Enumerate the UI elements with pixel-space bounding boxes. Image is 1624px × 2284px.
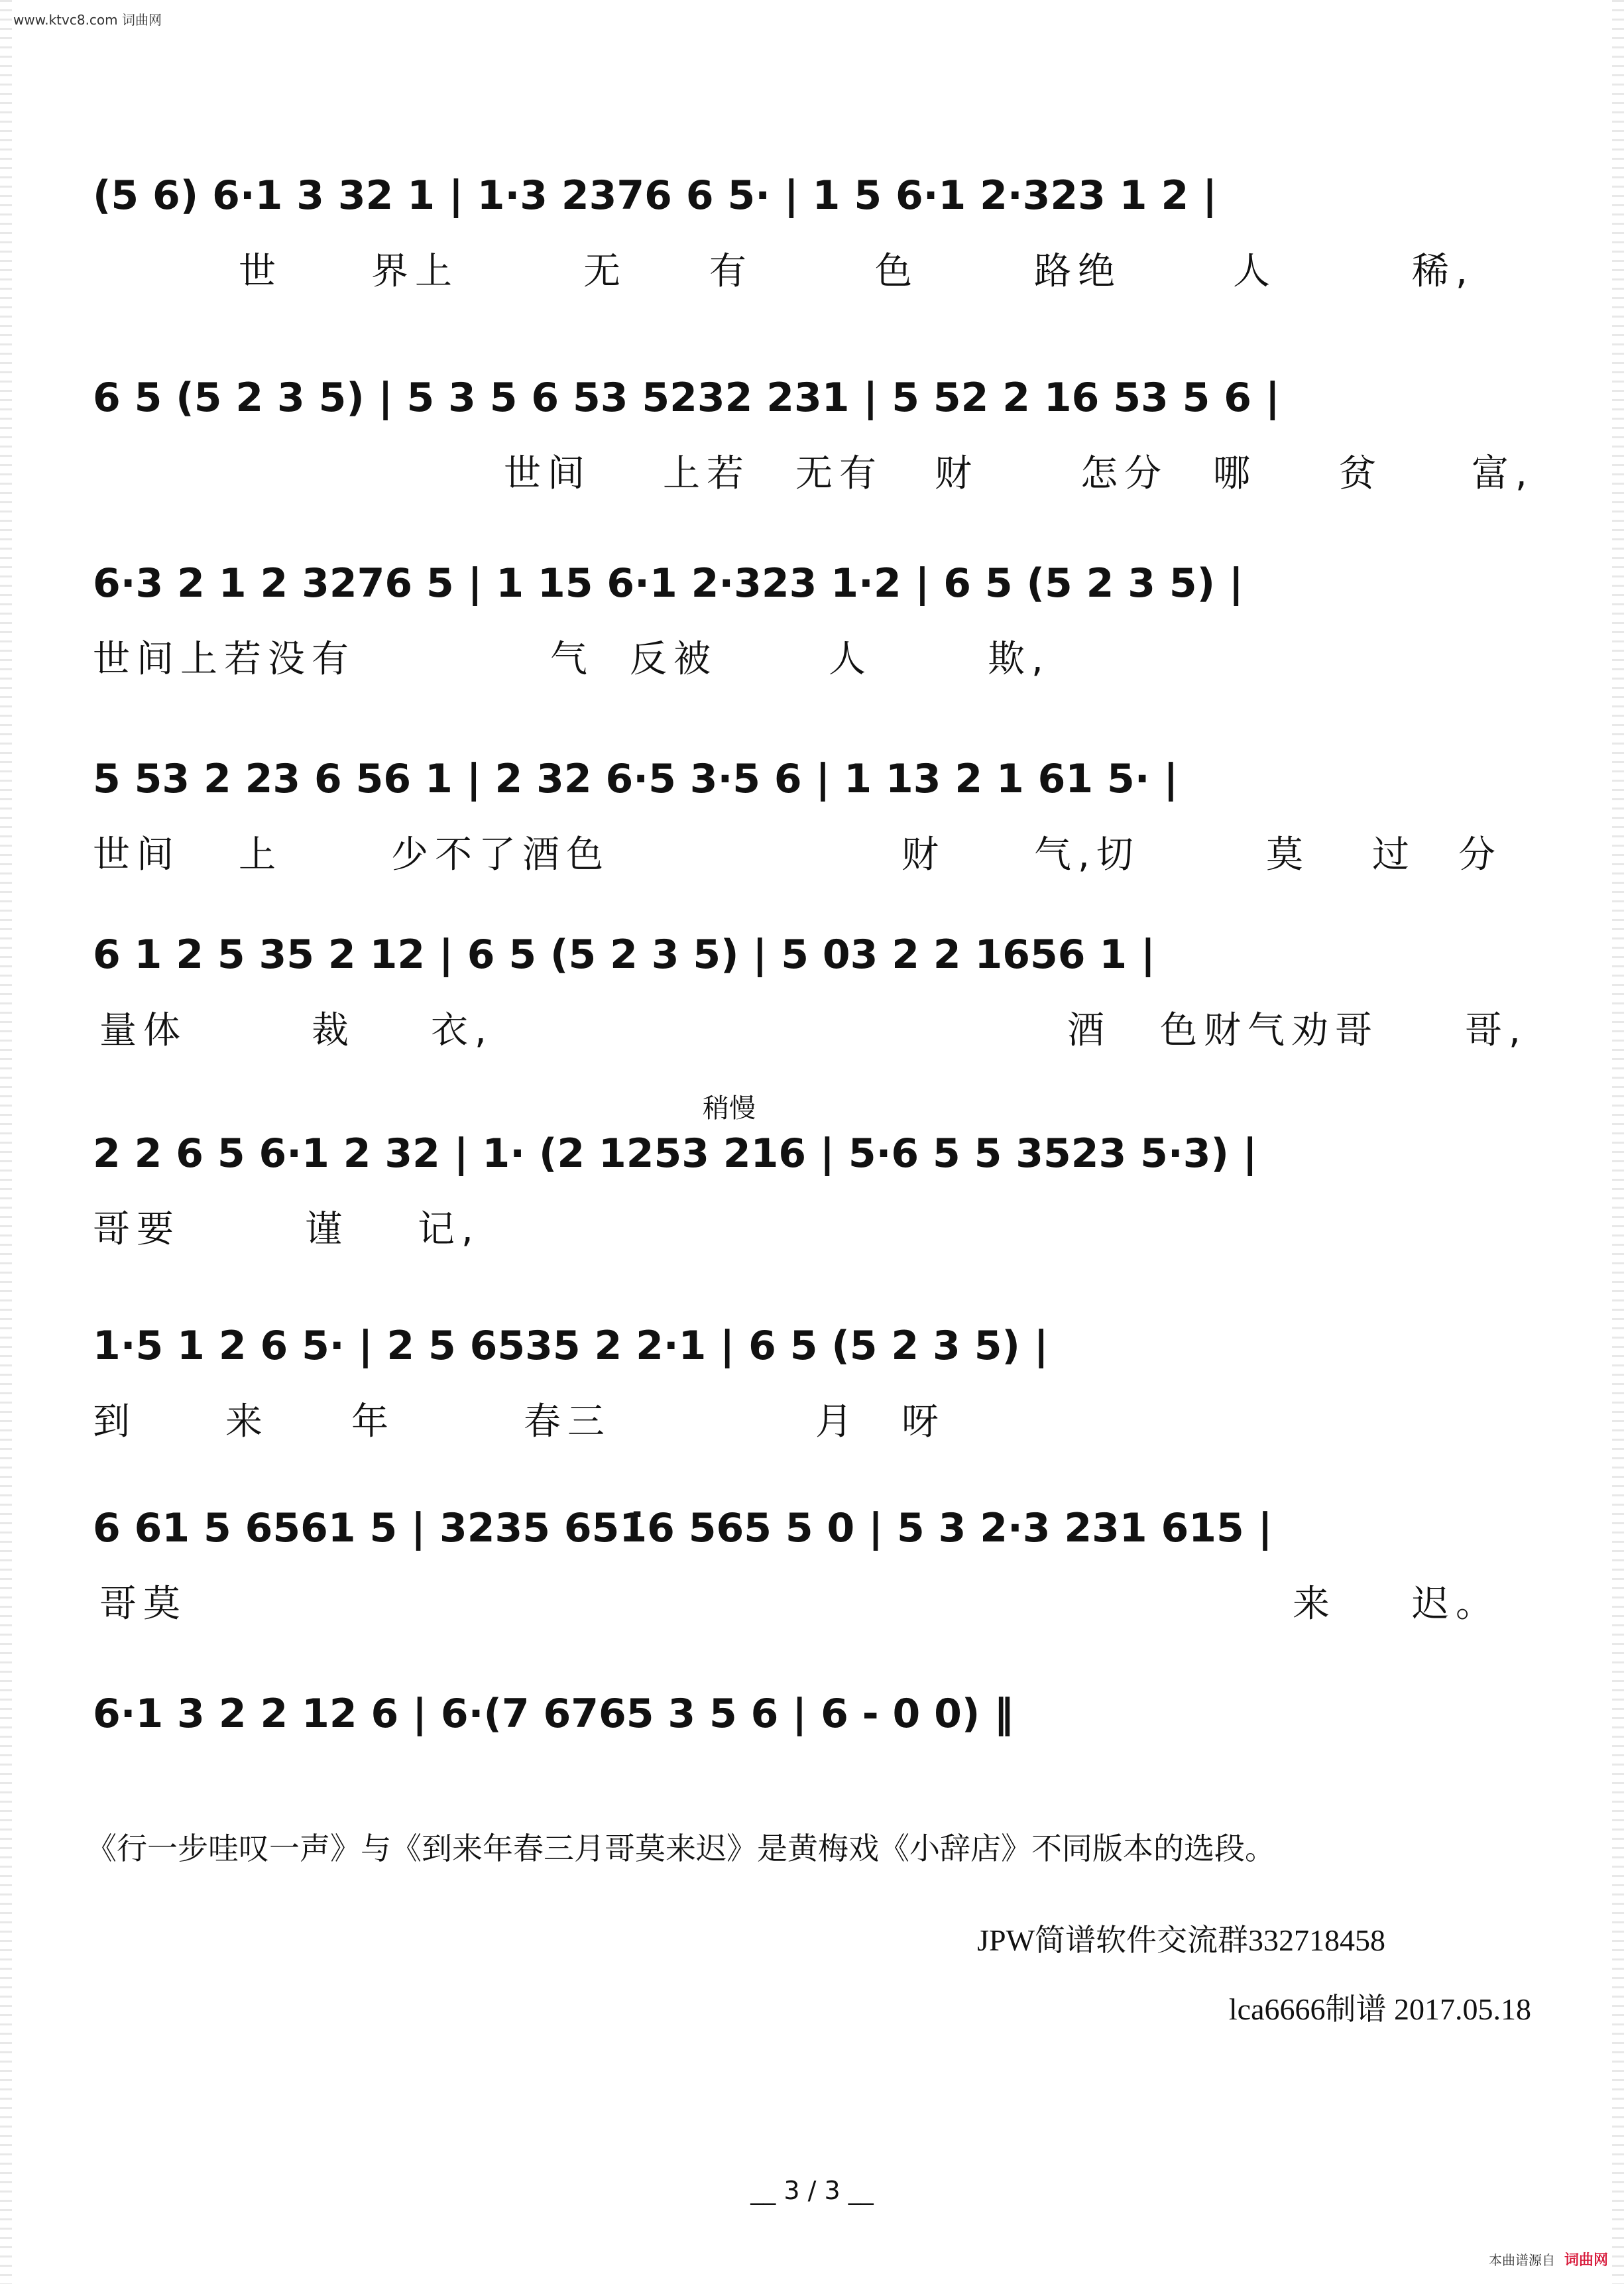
score-system-7 (93, 1319, 1544, 1443)
lyric: 气 (550, 638, 594, 681)
lyric: 世间 (504, 452, 591, 495)
footer-note: 《行一步哇叹一声》与《到来年春三月哥莫来迟》是黄梅戏《小辞店》不同版本的选段。 (86, 1832, 1275, 1866)
lyric: 富, (1472, 452, 1534, 495)
maker-credit: lca6666制谱 2017.05.18 (1228, 1992, 1531, 2026)
lyric: 怎分 (1080, 452, 1168, 495)
site-logo: 词曲网 (1564, 2252, 1608, 2269)
lyrics-line (93, 1001, 1544, 1052)
notation-line: 5 53 2 23 6 56 1 | 2 32 6·5 3·5 6 | 1 13 2 1 61 5· | (93, 756, 1179, 802)
lyric: 世间 (93, 833, 180, 876)
lyric: 哥莫 (99, 1583, 187, 1626)
lyric: 哪 (1213, 452, 1257, 495)
lyric: 界上 (371, 250, 459, 293)
lyric: 来 (1293, 1583, 1336, 1626)
score-system-5 (93, 928, 1544, 1052)
score-system-3 (93, 557, 1544, 681)
lyric: 衣, (431, 1009, 493, 1052)
score-system-6 (93, 1093, 1544, 1251)
lyric: 酒 (1067, 1009, 1111, 1052)
right-border-decoration (1612, 0, 1624, 2284)
lyric: 哥要 (93, 1208, 180, 1251)
score-system-8 (93, 1502, 1544, 1626)
lyrics-line (93, 1575, 1544, 1626)
lyric: 有 (709, 250, 753, 293)
lyrics-line (93, 242, 1544, 293)
score-system-1 (93, 169, 1544, 293)
tempo-marking: 稍慢 (703, 1093, 756, 1124)
lyric: 量体 (99, 1009, 187, 1052)
score-system-2 (93, 371, 1544, 495)
lyrics-line (93, 1392, 1544, 1443)
lyric: 记, (418, 1208, 480, 1251)
lyric: 财 (901, 833, 945, 876)
notation-line: 6·3 2 1 2 3276 5 | 1 15 6·1 2·323 1·2 | 6 5 (5 2 3 5) | (93, 560, 1244, 607)
lyric: 月 (815, 1400, 859, 1443)
source-label: 本曲谱源自 (1488, 2252, 1555, 2268)
page-number: __ 3 / 3 __ (750, 2176, 874, 2205)
lyrics-line (93, 444, 1544, 495)
notation-line: 1·5 1 2 6 5· | 2 5 6535 2 2·1 | 6 5 (5 2 3 5) | (93, 1323, 1049, 1369)
lyric: 反被 (630, 638, 717, 681)
lyric: 气,切 (1034, 833, 1140, 876)
lyric: 上 (239, 833, 282, 876)
notation-line: 2 2 6 5 6·1 2 32 | 1· (2 1253 216 | 5·6 5 5 3523 5·3) | (93, 1130, 1257, 1177)
source-watermark (1489, 2249, 1608, 2269)
lyric: 财 (935, 452, 978, 495)
lyric: 上若 (663, 452, 750, 495)
lyric: 世 (239, 250, 282, 293)
lyric: 人 (829, 638, 872, 681)
notation-line: 6·1 3 2 2 12 6 | 6·(7 6765 3 5 6 | 6 - 0 0) ‖ (93, 1691, 1014, 1737)
lyric: 过 (1372, 833, 1416, 876)
lyric: 色财气劝哥 (1160, 1009, 1379, 1052)
lyric: 年 (351, 1400, 395, 1443)
site-watermark: www.ktvc8.com 词曲网 (13, 12, 162, 28)
lyric: 来 (225, 1400, 269, 1443)
notation-line: 6 5 (5 2 3 5) | 5 3 5 6 53 5232 231 | 5 52 2 16 53 5 6 | (93, 375, 1280, 421)
lyrics-line (93, 630, 1544, 681)
lyric: 无 (583, 250, 627, 293)
lyric: 裁 (312, 1009, 355, 1052)
notation-line: (5 6) 6·1 3 32 1 | 1·3 2376 6 5· | 1 5 6·1 2·323 1 2 | (93, 172, 1217, 219)
lyric: 呀 (901, 1400, 945, 1443)
lyric: 分 (1458, 833, 1502, 876)
lyric: 无有 (795, 452, 883, 495)
score-system-9 (93, 1687, 1544, 1740)
lyric: 路绝 (1034, 250, 1122, 293)
lyrics-line (93, 825, 1544, 876)
lyric: 稀, (1412, 250, 1474, 293)
lyric: 谨 (305, 1208, 349, 1251)
lyric: 世间上若没有 (93, 638, 355, 681)
group-credit: JPW简谱软件交流群332718458 (977, 1923, 1385, 1957)
notation-line: 6 1 2 5 35 2 12 | 6 5 (5 2 3 5) | 5 03 2 2 1656 1 | (93, 932, 1155, 978)
lyric: 欺, (988, 638, 1050, 681)
lyric: 贫 (1339, 452, 1383, 495)
lyric: 迟。 (1412, 1583, 1499, 1626)
notation-line: 6 61 5 6561 5 | 3235 651̇6 565 5 0 | 5 3 2·3 231 615 | (93, 1505, 1273, 1551)
lyric: 色 (875, 250, 919, 293)
lyric: 人 (1233, 250, 1277, 293)
lyric: 莫 (1266, 833, 1310, 876)
lyrics-line (93, 1200, 1544, 1251)
lyric: 春三 (524, 1400, 611, 1443)
lyric: 少不了酒色 (391, 833, 610, 876)
left-border-decoration (0, 0, 12, 2284)
lyric: 哥, (1465, 1009, 1527, 1052)
lyric: 到 (93, 1400, 137, 1443)
score-system-4 (93, 752, 1544, 876)
